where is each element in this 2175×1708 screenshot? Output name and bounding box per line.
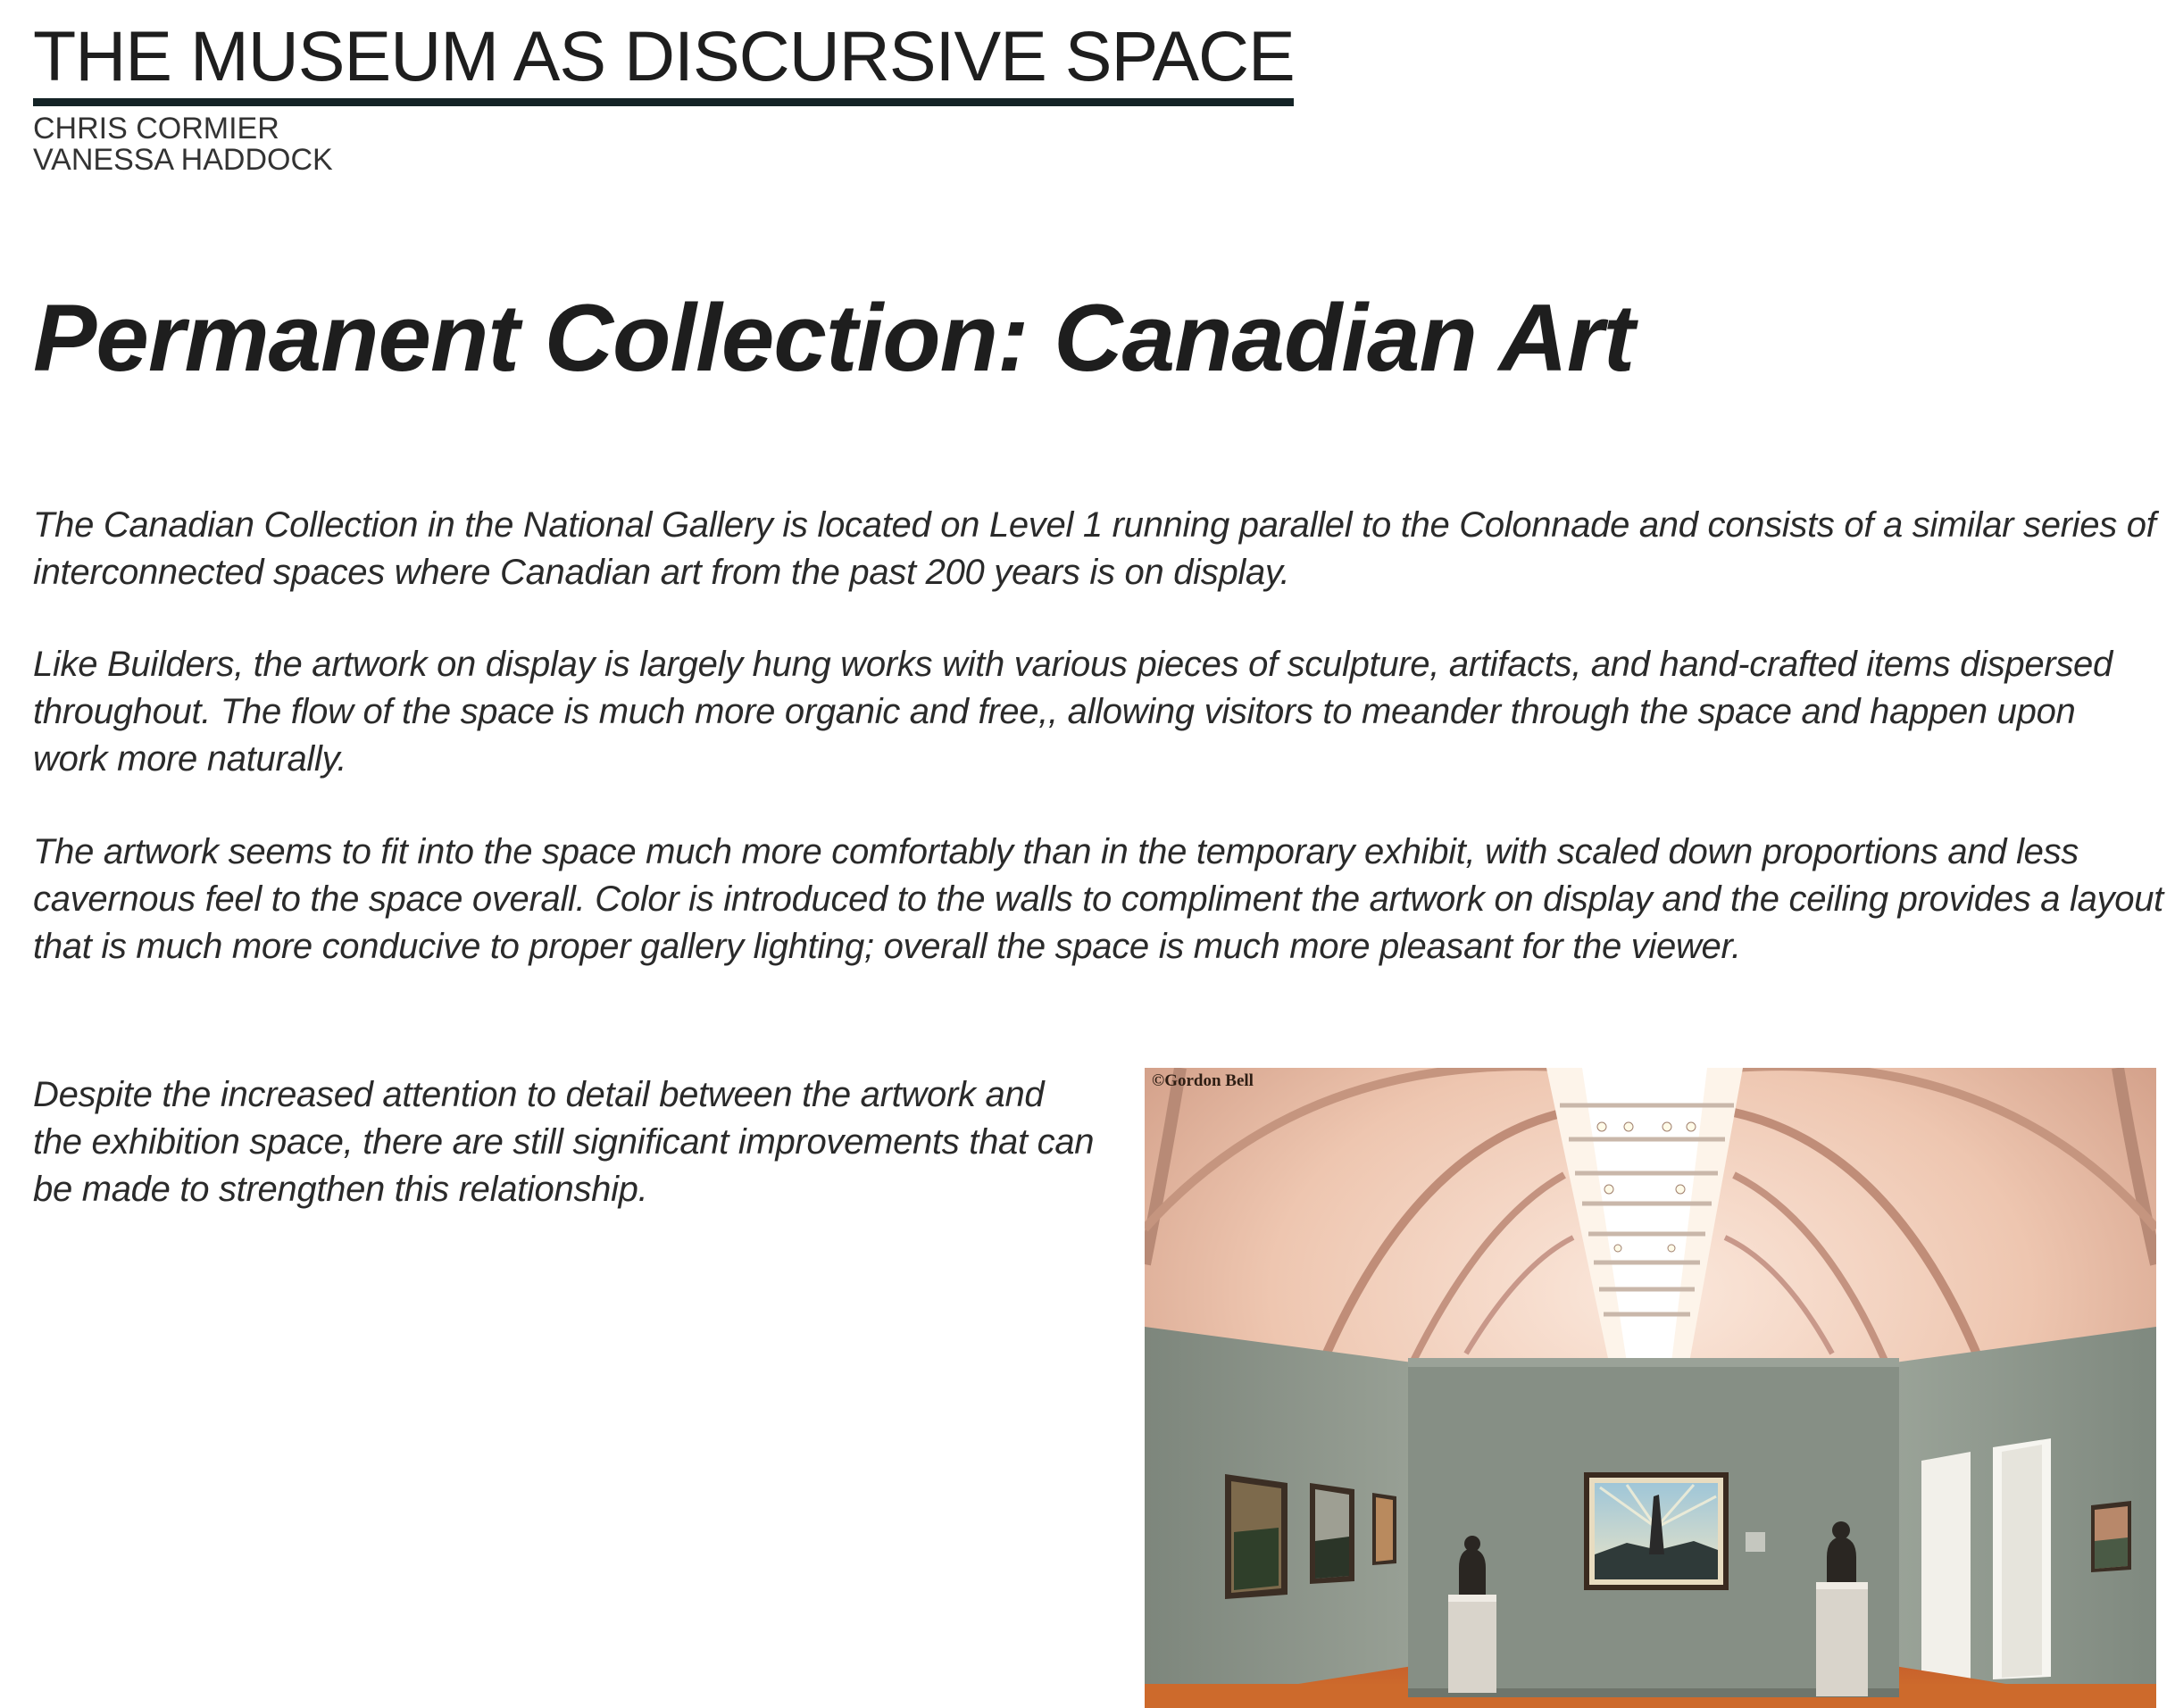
paragraph-improvements: Despite the increased attention to detail between the artwork and the exhibition space, there are still significant improvements that can be made to strengthen this relationship. [33, 1075, 1095, 1209]
author-name: CHRIS CORMIER [33, 112, 279, 146]
author-list [33, 113, 1295, 176]
author-name: VANESSA HADDOCK [33, 143, 333, 177]
site-title: THE MUSEUM AS DISCURSIVE SPACE [33, 16, 1295, 96]
gallery-photo [1145, 1068, 2156, 1708]
photo-credit: ©Gordon Bell [1152, 1071, 1254, 1090]
paragraph-display: Like Builders, the artwork on display is largely hung works with various pieces of sculpture, artifacts, and hand-crafted items dispersed throughout. The flow of the space is much more organic and free,, allowing visitors to meander through the space and happen upon work more naturally. [33, 645, 2112, 779]
paragraph-location: The Canadian Collection in the National Gallery is located on Level 1 running parallel to the Colonnade and consists of a similar series of interconnected spaces where Canadian art from the past 200 years is on display. [33, 505, 2156, 592]
page-heading: Permanent Collection: Canadian Art [33, 284, 1635, 391]
header [33, 18, 1295, 176]
gallery-illustration [1145, 1068, 2156, 1708]
title-underline [33, 98, 1294, 106]
paragraph-space: The artwork seems to fit into the space much more comfortably than in the temporary exhibit, with scaled down proportions and less cavernous feel to the space overall. Color is introduced to the walls to compliment the artwork on display and the ceiling provides a layout that is much more conducive to proper gallery lighting; overall the space is much more pleasant for the viewer. [33, 832, 2163, 966]
